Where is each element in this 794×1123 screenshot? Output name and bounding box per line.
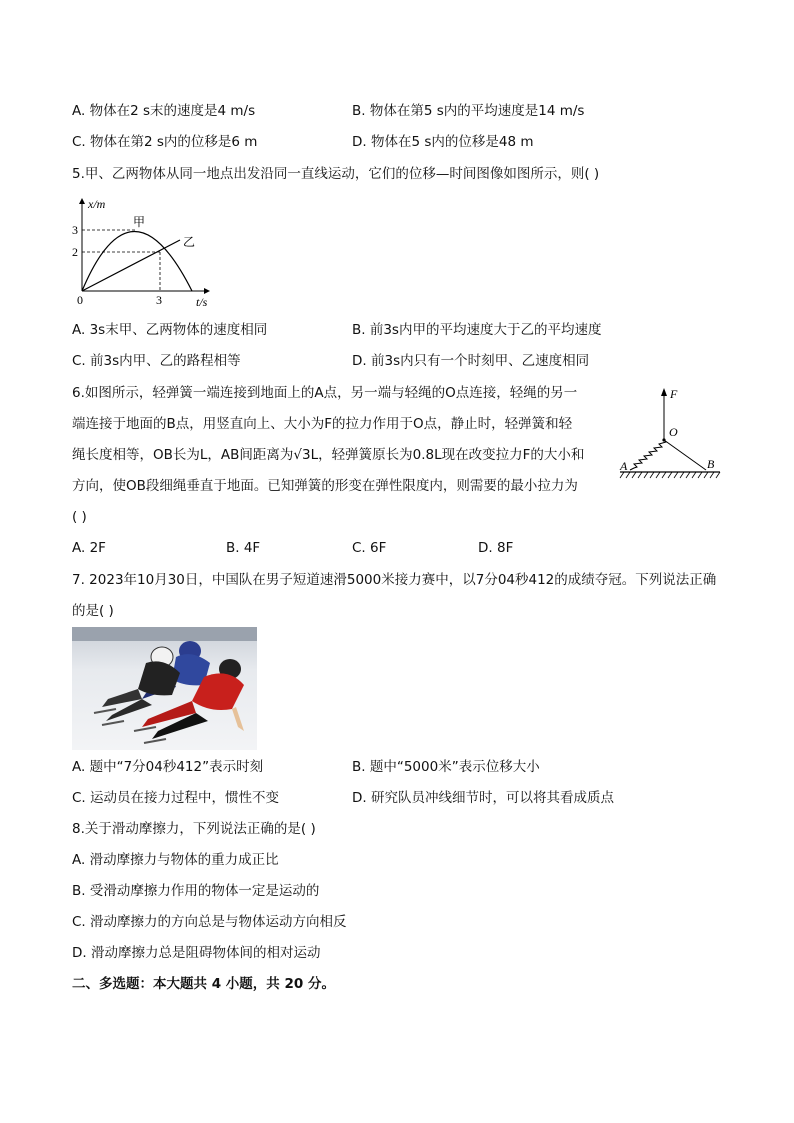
- q5-xt-graph: [72, 194, 222, 310]
- q6-option-a: A. 2F: [72, 540, 106, 556]
- q7-speed-skating-photo: [72, 627, 257, 750]
- q5-label-jia: 甲: [133, 215, 146, 229]
- q6-rope-ob: [664, 440, 706, 470]
- q6-point-o: [662, 438, 665, 441]
- q8-stem: 8.关于滑动摩擦力，下列说法正确的是( ): [72, 821, 316, 837]
- q5-option-c: C. 前3s内甲、乙的路程相等: [72, 353, 241, 369]
- q5-y-label: x/m: [88, 197, 106, 211]
- q5-option-d: D. 前3s内只有一个时刻甲、乙速度相同: [352, 353, 590, 369]
- q6-line-3: 绳长度相等，OB长为L，AB间距离为√3L，轻弹簧原长为0.8L现在改变拉力F的大小和: [72, 447, 585, 463]
- q6-line-2: 端连接于地面的B点，用竖直向上、大小为F的拉力作用于O点，静止时，轻弹簧和轻: [72, 416, 573, 432]
- q4-option-a: A. 物体在2 s末的速度是4 m/s: [72, 103, 256, 119]
- q5-option-a: A. 3s末甲、乙两物体的速度相同: [72, 322, 268, 338]
- q5-x-label: t/s: [196, 295, 208, 309]
- q6-option-c: C. 6F: [352, 540, 387, 556]
- q7-line-2: 的是( ): [72, 603, 114, 619]
- q6-spring: [630, 440, 666, 470]
- q6-ground-hatch: [620, 472, 720, 478]
- q6-label-b: B: [707, 457, 715, 471]
- q5-option-b: B. 前3s内甲的平均速度大于乙的平均速度: [352, 322, 602, 338]
- q4-option-d: D. 物体在5 s内的位移是48 m: [352, 134, 534, 150]
- q7-option-c: C. 运动员在接力过程中，惯性不变: [72, 790, 280, 806]
- q6-line-5: ( ): [72, 509, 87, 525]
- q7-option-a: A. 题中“7分04秒412”表示时刻: [72, 759, 264, 775]
- q6-option-d: D. 8F: [478, 540, 514, 556]
- q6-label-f: F: [670, 387, 678, 401]
- q5-origin-label: 0: [77, 293, 83, 307]
- q5-y-tick-3: 3: [72, 223, 78, 237]
- q8-option-a: A. 滑动摩擦力与物体的重力成正比: [72, 852, 279, 868]
- q7-option-b: B. 题中“5000米”表示位移大小: [352, 759, 540, 775]
- q8-option-c: C. 滑动摩擦力的方向总是与物体运动方向相反: [72, 914, 347, 930]
- q6-line-1: 6.如图所示，轻弹簧一端连接到地面上的A点，另一端与轻绳的O点连接，轻绳的另一: [72, 385, 578, 401]
- q5-x-arrow: [204, 288, 210, 294]
- q4-option-b: B. 物体在第5 s内的平均速度是14 m/s: [352, 103, 585, 119]
- q5-x-tick-3: 3: [156, 293, 162, 307]
- q6-label-a: A: [620, 459, 628, 473]
- q5-line-yi: [82, 240, 180, 291]
- section-2-title: 二、多选题：本大题共 4 小题，共 20 分。: [72, 976, 335, 992]
- q7-line-1: 7. 2023年10月30日，中国队在男子短道速滑5000米接力赛中，以7分04秒412的成绩夺冠。下列说法正确: [72, 572, 717, 588]
- q5-y-tick-2: 2: [72, 245, 78, 259]
- q4-option-c: C. 物体在第2 s内的位移是6 m: [72, 134, 258, 150]
- q5-y-arrow: [79, 198, 85, 204]
- q7-option-d: D. 研究队员冲线细节时，可以将其看成质点: [352, 790, 614, 806]
- q6-force-arrow: [661, 388, 667, 396]
- q6-option-b: B. 4F: [226, 540, 261, 556]
- q5-label-yi: 乙: [183, 235, 196, 249]
- q8-option-d: D. 滑动摩擦力总是阻碍物体间的相对运动: [72, 945, 321, 961]
- q6-spring-figure: [612, 384, 728, 484]
- q6-label-o: O: [669, 425, 678, 439]
- q5-stem: 5.甲、乙两物体从同一地点出发沿同一直线运动，它们的位移—时间图像如图所示，则( ): [72, 166, 600, 182]
- q6-line-4: 方向，使OB段细绳垂直于地面。已知弹簧的形变在弹性限度内，则需要的最小拉力为: [72, 478, 578, 494]
- q8-option-b: B. 受滑动摩擦力作用的物体一定是运动的: [72, 883, 320, 899]
